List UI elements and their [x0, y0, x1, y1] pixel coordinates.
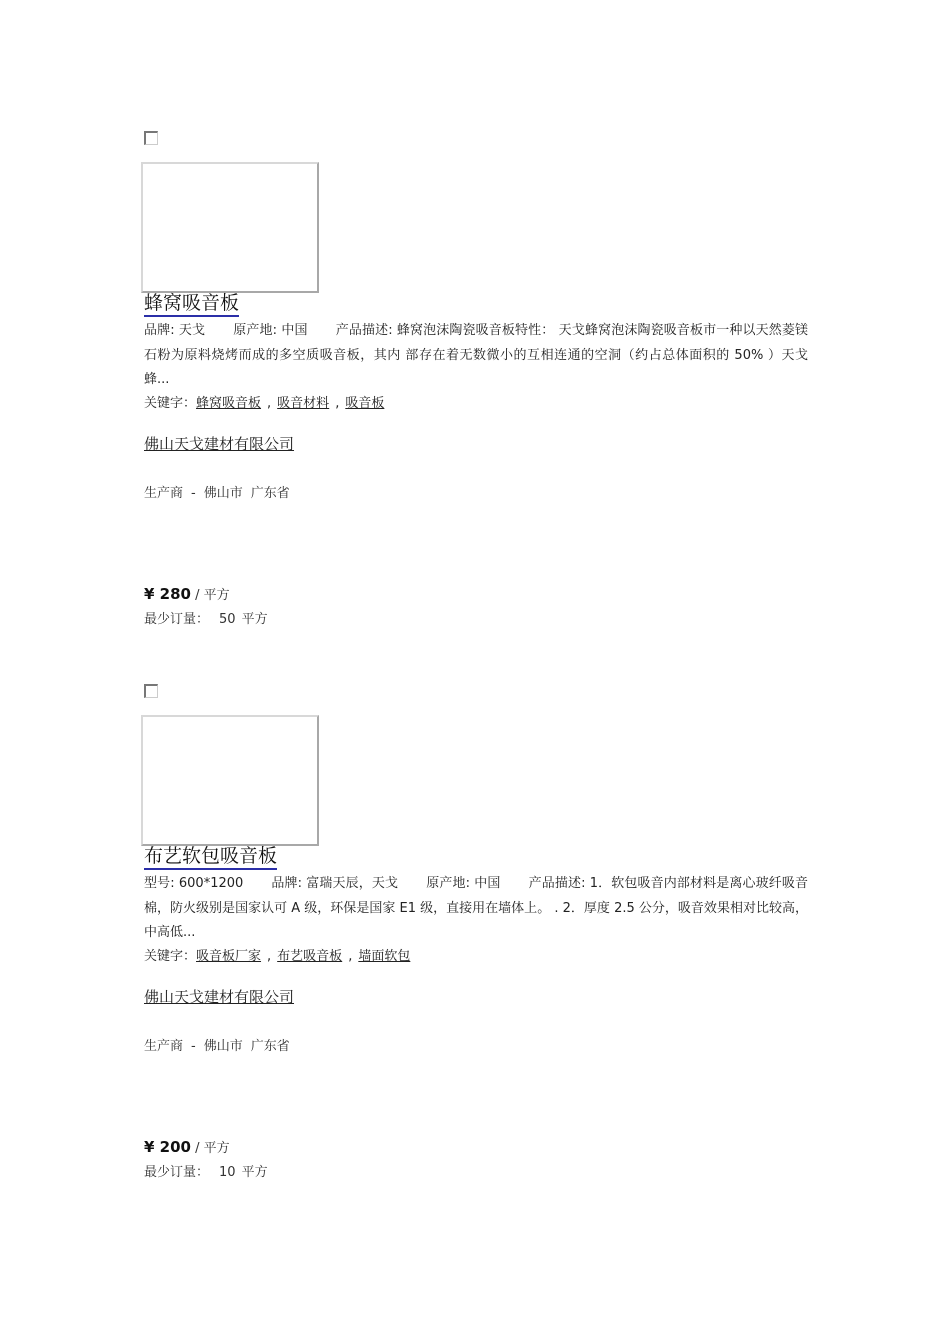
keyword-link[interactable]: 吸音板厂家 [196, 949, 262, 964]
brand-field: 品牌: 富瑞天辰，天戈 [271, 876, 399, 891]
price-unit: / 平方 [195, 1141, 230, 1156]
moq-value: 10 [219, 1165, 236, 1180]
keyword-link[interactable]: 吸音材料 [277, 396, 330, 411]
product-image[interactable] [141, 715, 319, 846]
keyword-link[interactable]: 墙面软包 [358, 949, 411, 964]
keywords-row: 关键字：蜂窝吸音板 , 吸音材料 , 吸音板 [144, 396, 385, 411]
origin-field: 原产地: 中国 [233, 323, 308, 338]
description-text: 产品描述: 蜂窝泡沫陶瓷吸音板特性： 天戈蜂窝泡沫陶瓷吸音板市一种以天然菱镁石粉为原料烧烤而成的多空质吸音板，其内 部存在着无数微小的互相连通的空洞（约占总体面积的 50% ）天戈蜂... [144, 323, 809, 387]
keywords-label: 关键字： [144, 396, 197, 411]
minimum-order [144, 610, 268, 630]
brand-field: 品牌: 天戈 [144, 323, 206, 338]
product-description [144, 872, 808, 946]
supplier-location [144, 484, 298, 504]
province: 广东省 [250, 1039, 290, 1054]
price-value: ¥ 280 [144, 585, 191, 603]
moq-label: 最少订量： [144, 612, 210, 627]
origin-field: 原产地: 中国 [426, 876, 501, 891]
keyword-link[interactable]: 布艺吸音板 [277, 949, 343, 964]
moq-value: 50 [219, 612, 236, 627]
supplier-type: 生产商 [144, 486, 184, 501]
product-listing [144, 131, 808, 651]
select-checkbox[interactable] [144, 684, 158, 698]
product-title-link[interactable]: 布艺软包吸音板 [144, 844, 277, 870]
product-title-link[interactable]: 蜂窝吸音板 [144, 291, 239, 317]
keywords-row: 关键字：吸音板厂家 , 布艺吸音板 , 墙面软包 [144, 949, 411, 964]
price-row [144, 583, 230, 607]
price-row [144, 1136, 230, 1160]
price-value: ¥ 200 [144, 1138, 191, 1156]
company-link[interactable]: 佛山天戈建材有限公司 [144, 988, 295, 1006]
product-description [144, 319, 808, 393]
separator: - [191, 486, 196, 501]
city: 佛山市 [203, 1039, 243, 1054]
minimum-order [144, 1163, 268, 1183]
model-field: 型号: 600*1200 [144, 876, 244, 891]
province: 广东省 [250, 486, 290, 501]
product-listing [144, 684, 808, 1204]
city: 佛山市 [203, 486, 243, 501]
supplier-location [144, 1037, 298, 1057]
price-unit: / 平方 [195, 588, 230, 603]
select-checkbox[interactable] [144, 131, 158, 145]
keyword-link[interactable]: 吸音板 [345, 396, 385, 411]
product-image[interactable] [141, 162, 319, 293]
keywords-label: 关键字： [144, 949, 197, 964]
company-link[interactable]: 佛山天戈建材有限公司 [144, 435, 295, 453]
keyword-link[interactable]: 蜂窝吸音板 [196, 396, 262, 411]
moq-unit: 平方 [241, 612, 268, 627]
moq-label: 最少订量： [144, 1165, 210, 1180]
moq-unit: 平方 [241, 1165, 268, 1180]
description-text: 产品描述: 1．软包吸音内部材料是离心玻纤吸音棉，防火级别是国家认可 A 级，环保是国家 E1 级，直接用在墙体上。 . 2．厚度 2.5 公分，吸音效果相对比较高，中高低... [144, 876, 808, 940]
separator: - [191, 1039, 196, 1054]
supplier-type: 生产商 [144, 1039, 184, 1054]
